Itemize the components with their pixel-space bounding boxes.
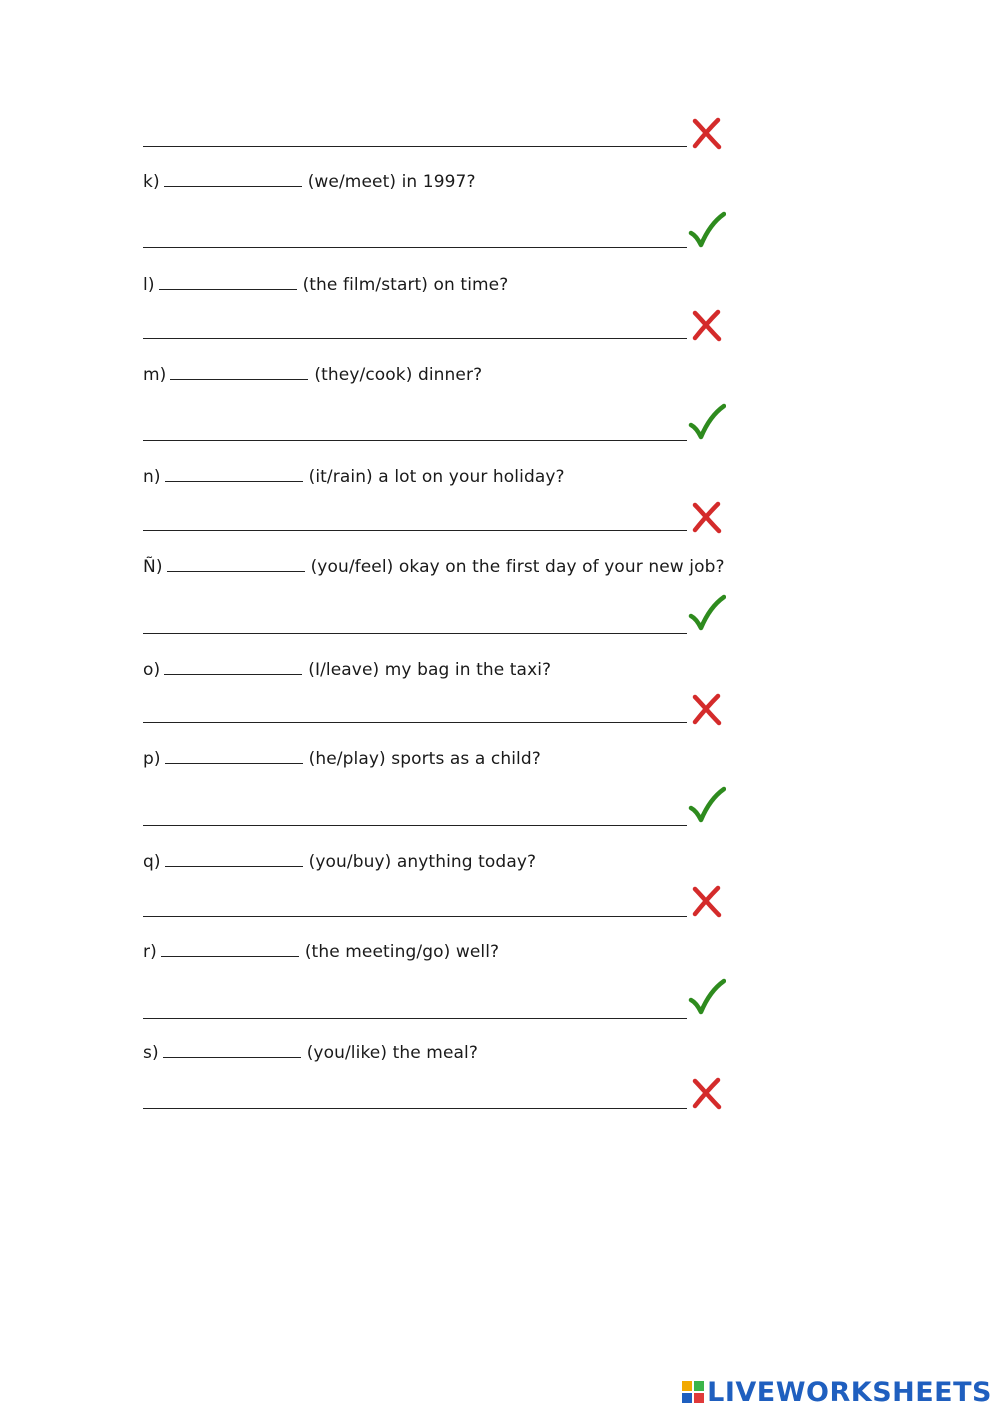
correct-check-icon [688,594,726,632]
wrong-mark-icon [688,690,726,728]
question-item [143,274,508,296]
question-label: q) [143,852,161,872]
question-prompt: (I/leave) my bag in the taxi? [308,660,552,680]
wrong-mark-icon [688,306,726,344]
question-blank-input[interactable] [161,942,299,957]
question-label: k) [143,172,160,192]
question-blank-input[interactable] [164,660,302,675]
answer-line[interactable] [143,247,687,248]
answer-line[interactable] [143,440,687,441]
question-label: p) [143,749,161,769]
question-item [143,466,565,488]
answer-line[interactable] [143,530,687,531]
question-prompt: (we/meet) in 1997? [307,172,476,192]
answer-line[interactable] [143,916,687,917]
question-item [143,556,725,578]
answer-line[interactable] [143,825,687,826]
answer-line[interactable] [143,1018,687,1019]
wrong-mark-icon [688,114,726,152]
question-blank-input[interactable] [164,172,302,187]
question-prompt: (he/play) sports as a child? [308,749,541,769]
question-item [143,364,482,386]
answer-line[interactable] [143,338,687,339]
question-prompt: (you/buy) anything today? [308,852,537,872]
question-item [143,659,551,681]
answer-line-top[interactable] [143,146,687,147]
question-label: r) [143,942,157,962]
question-prompt: (the film/start) on time? [302,275,509,295]
question-blank-input[interactable] [163,1043,301,1058]
question-label: l) [143,275,155,295]
correct-check-icon [688,403,726,441]
question-blank-input[interactable] [167,557,305,572]
question-item [143,851,536,873]
answer-line[interactable] [143,1108,687,1109]
wrong-mark-icon [688,1074,726,1112]
wrong-mark-icon [688,882,726,920]
question-prompt: (they/cook) dinner? [314,365,483,385]
question-label: n) [143,467,161,487]
question-blank-input[interactable] [170,365,308,380]
question-blank-input[interactable] [159,275,297,290]
question-blank-input[interactable] [165,749,303,764]
question-label: s) [143,1043,159,1063]
question-blank-input[interactable] [165,467,303,482]
answer-line[interactable] [143,633,687,634]
correct-check-icon [688,786,726,824]
liveworksheets-logo [682,1377,992,1407]
logo-blocks-icon [682,1381,704,1403]
question-item [143,1042,478,1064]
question-label: Ñ) [143,557,163,577]
question-prompt: (the meeting/go) well? [304,942,500,962]
question-item [143,748,541,770]
question-item [143,171,476,193]
question-item [143,941,499,963]
question-blank-input[interactable] [165,852,303,867]
question-label: m) [143,365,167,385]
question-prompt: (it/rain) a lot on your holiday? [308,467,565,487]
question-label: o) [143,660,161,680]
question-prompt: (you/feel) okay on the first day of your new job? [310,557,725,577]
correct-check-icon [688,211,726,249]
answer-line[interactable] [143,722,687,723]
correct-check-icon [688,978,726,1016]
question-prompt: (you/like) the meal? [306,1043,478,1063]
logo-text: LIVEWORKSHEETS [707,1376,992,1408]
wrong-mark-icon [688,498,726,536]
